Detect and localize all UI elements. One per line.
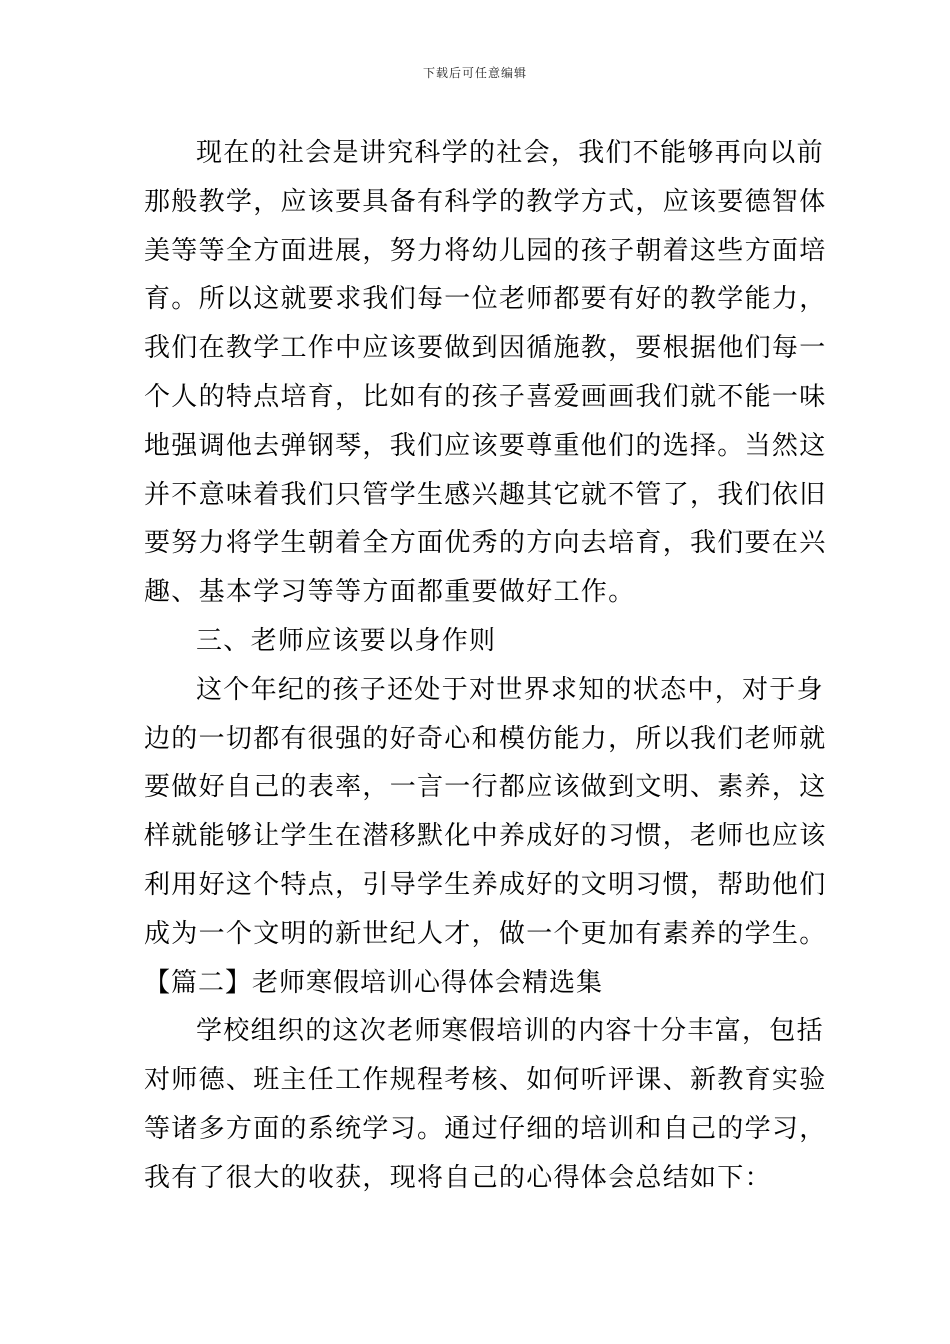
paragraph-line: 我有了很大的收获，现将自己的心得体会总结如下： [144, 1162, 772, 1193]
paragraph-line: 要做好自己的表率，一言一行都应该做到文明、素养，这 [144, 772, 827, 803]
paragraph-line: 成为一个文明的新世纪人才，做一个更加有素养的学生。 [144, 918, 827, 949]
paragraph-line: 要努力将学生朝着全方面优秀的方向去培育，我们要在兴 [144, 528, 827, 559]
paragraph-line: 趣、基本学习等等方面都重要做好工作。 [144, 577, 636, 608]
paragraph-line: 等诸多方面的系统学习。通过仔细的培训和自己的学习， [144, 1113, 827, 1144]
paragraph-line: 利用好这个特点，引导学生养成好的文明习惯，帮助他们 [144, 869, 827, 900]
paragraph-line: 样就能够让学生在潜移默化中养成好的习惯，老师也应该 [144, 821, 827, 852]
section-heading: 三、老师应该要以身作则 [196, 625, 497, 656]
paragraph-line: 学校组织的这次老师寒假培训的内容十分丰富，包括 [196, 1016, 824, 1047]
paragraph-line: 个人的特点培育，比如有的孩子喜爱画画我们就不能一味 [144, 381, 827, 412]
paragraph-line: 现在的社会是讲究科学的社会，我们不能够再向以前 [196, 138, 824, 168]
header-note: 下载后可任意编辑 [422, 66, 527, 80]
paragraph-line: 边的一切都有很强的好奇心和模仿能力，所以我们老师就 [144, 723, 827, 754]
paragraph-line: 并不意味着我们只管学生感兴趣其它就不管了，我们依旧 [144, 479, 827, 510]
paragraph-line: 这个年纪的孩子还处于对世界求知的状态中，对于身 [196, 674, 824, 705]
article-title: 【篇二】老师寒假培训心得体会精选集 [144, 967, 604, 998]
paragraph-line: 美等等全方面进展，努力将幼儿园的孩子朝着这些方面培 [144, 235, 827, 266]
paragraph-line: 我们在教学工作中应该要做到因循施教，要根据他们每一 [144, 333, 827, 364]
document-body [144, 129, 827, 1203]
paragraph-line: 育。所以这就要求我们每一位老师都要有好的教学能力， [144, 284, 827, 315]
paragraph-line: 地强调他去弹钢琴，我们应该要尊重他们的选择。当然这 [144, 430, 827, 461]
paragraph-line: 那般教学，应该要具备有科学的教学方式，应该要德智体 [144, 186, 827, 217]
paragraph-line: 对师德、班主任工作规程考核、如何听评课、新教育实验 [144, 1065, 827, 1096]
